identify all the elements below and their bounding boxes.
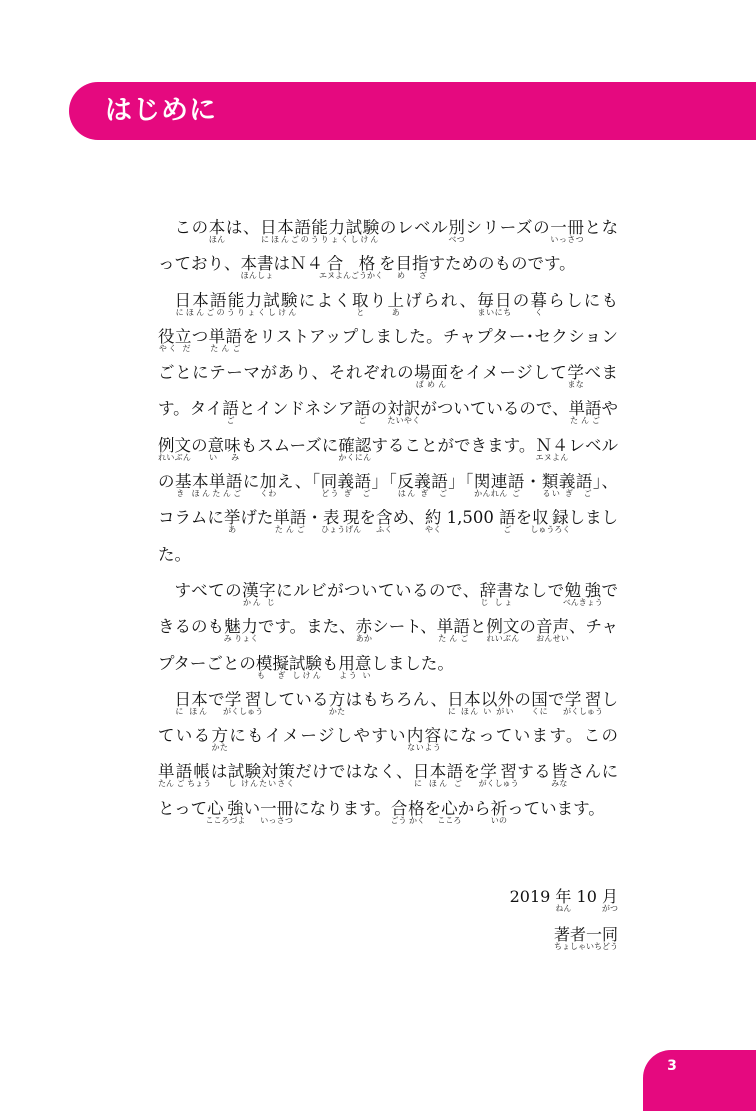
paragraph: この本ほんは、日本語能力試験にほんごのうりょくしけんのレベル別べつシリーズの一冊いっさつとなっており、本書ほんしょはＮ４合格エヌよんごうかくを目指め ざすためのものです。 xyxy=(158,218,619,281)
page-number: 3 xyxy=(667,1058,677,1074)
paragraph: 日本語能力試験にほんごのうりょくしけんによく取とり上あげられ、毎日まいにちの暮くらしにも役立やく だつ単語たんごをリストアップしました。チャプター･セクションごとにテーマがあり、それぞれの場面ばめんをイメージして学まなべます。タイ語ごとインドネシア語ごの対訳たいやくがついているので、単語たんごや例文れいぶんの意味い みもスムーズに確認かくにんすることができます。Ｎ４エヌよんレベルの基本単語き ほんたんごに加くわえ、「同義語どう ぎ ご」「反義語はん ぎ ご」「関連かんれん語ご・類義語るい ぎ ご」、コラムに挙あげた単語たんご・表現ひょうげんを含ふくめ、約やく 1,500 語ごを収録しゅうろくしました。 xyxy=(158,290,619,564)
paragraph: すべての漢字かん じにルビがついているので、辞書じ しょなしで勉強べんきょうできるのも魅力み りょくです。また、赤あかシート、単語たんごと例文れいぶんの音おん声せい、チャプターごとの模擬試験も ぎ しけんも用意よう いしました。 xyxy=(158,580,619,680)
page-title: はじめに xyxy=(105,95,217,126)
signature-author: 著者一同ちょしゃいちどう xyxy=(553,925,618,951)
signature-date: 2019 年ねん 10 月がつ xyxy=(509,887,618,913)
paragraph: 日本に ほんで学習がくしゅうしている方かたはもちろん、日本以外に ほん い がいの国くにで学習がくしゅうしている方かたにもイメージしやすい内容ないようになっています。この単語帳たん ご ちょうは試験対策し けんたいさくだけではなく、日本語に ほん ごを学習がくしゅうする皆みなさんにとって心強こころづよい一冊いっさつになります。合格ごう かくを心こころから祈いのっています。 xyxy=(158,689,619,825)
body-text xyxy=(158,210,618,827)
